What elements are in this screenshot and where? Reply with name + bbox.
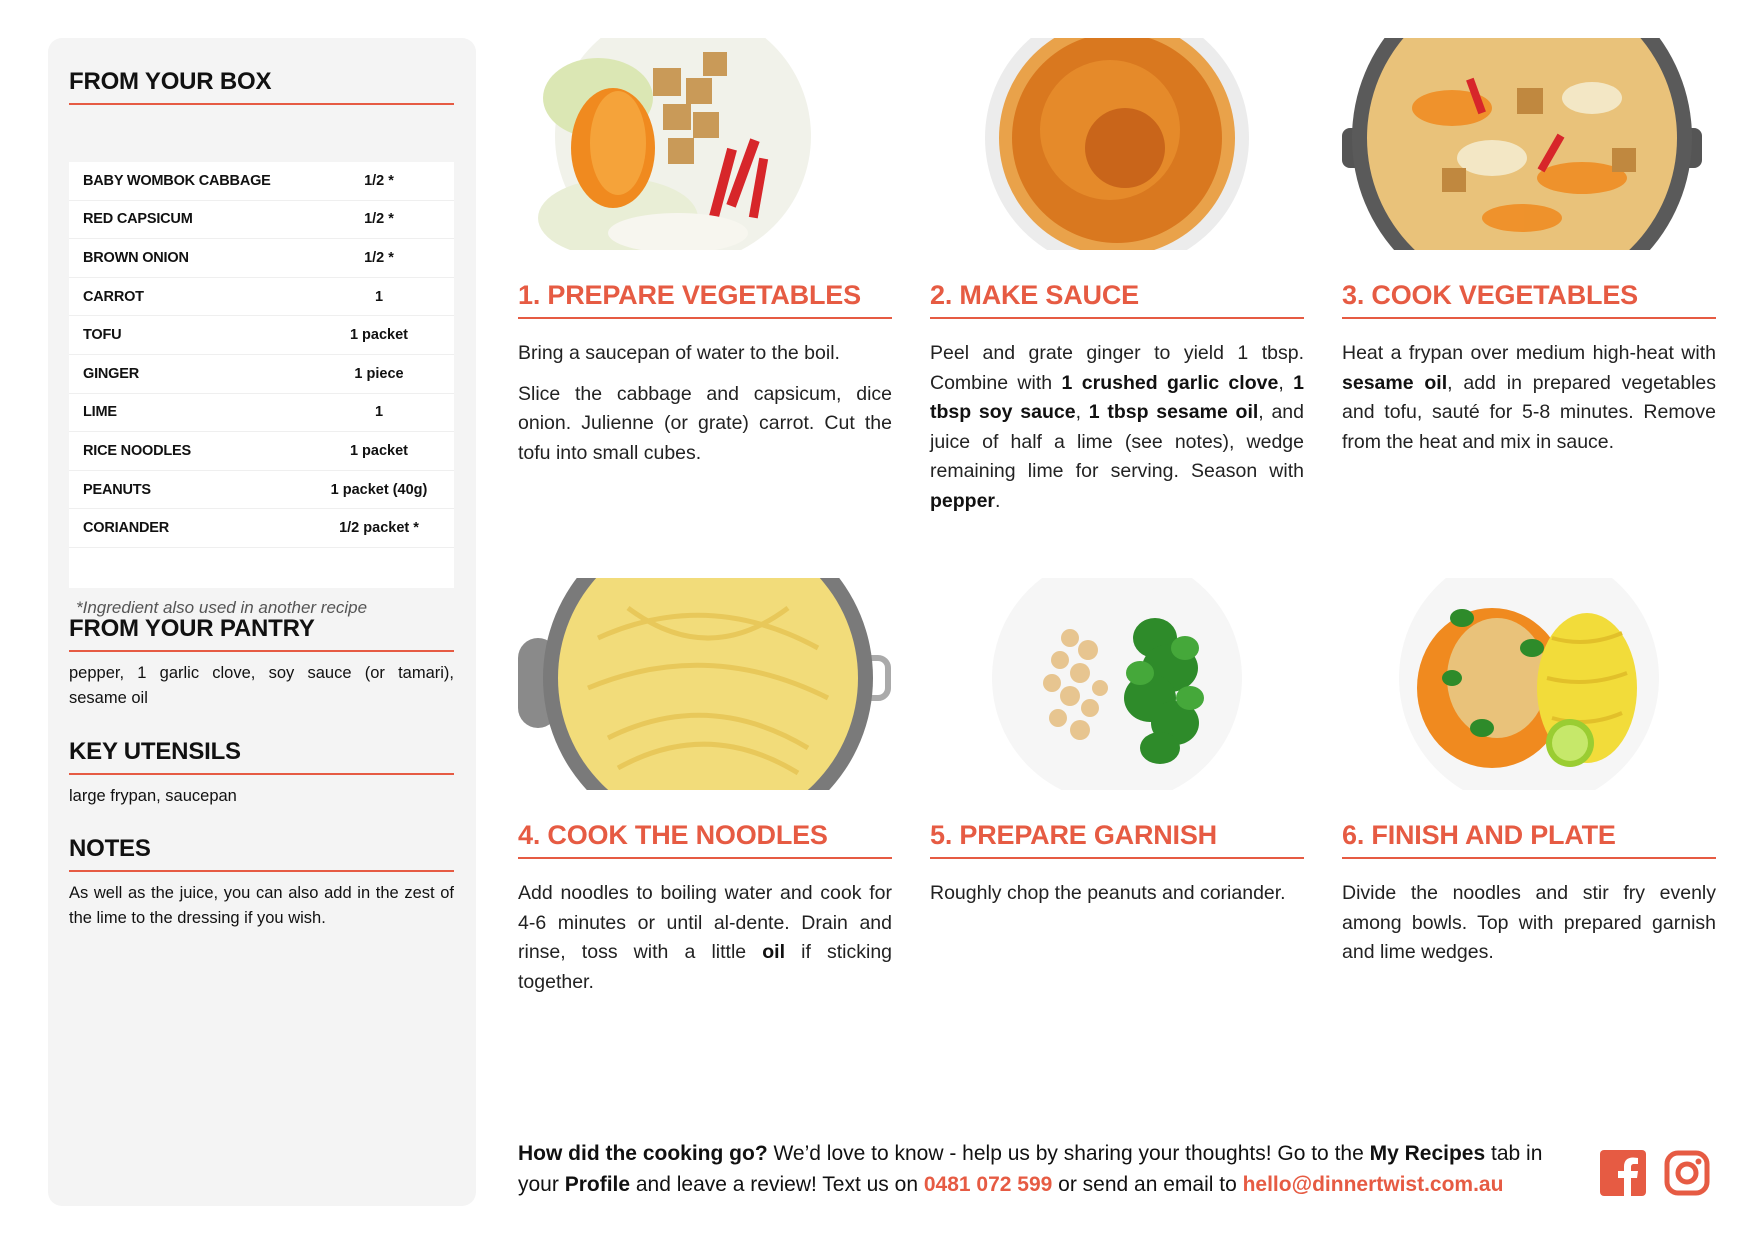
- section-rule: [69, 650, 454, 652]
- ingredient-qty: 1: [374, 404, 384, 421]
- ingredient-name: RED CAPSICUM: [83, 211, 193, 228]
- bold-ingredient: sesame oil: [1342, 371, 1448, 394]
- ingredient-row: [69, 355, 454, 394]
- ingredient-row: [69, 471, 454, 510]
- ingredient-qty: 1: [374, 288, 384, 305]
- ingredient-name: PEANUTS: [83, 481, 151, 498]
- bold-ingredient: 1 tbsp soy sauce: [930, 371, 1304, 423]
- ingredient-row: [69, 432, 454, 471]
- step-4: [518, 820, 892, 1008]
- ingredient-footnote: *Ingredient also used in another recipe: [76, 598, 368, 617]
- ingredient-name: CORIANDER: [83, 520, 170, 537]
- ingredient-qty: 1/2 *: [364, 172, 394, 189]
- footer-question: How did the cooking go?: [518, 1142, 768, 1165]
- ingredient-row: [69, 239, 454, 278]
- text-span: , and juice of half a lime (see notes), wedge remaining lime for serving. Season with: [930, 401, 1304, 482]
- step-rule: [1342, 317, 1716, 319]
- footer-text: tab in your: [518, 1142, 1543, 1196]
- ingredient-name: RICE NOODLES: [83, 442, 191, 459]
- pantry-section: [69, 615, 454, 711]
- bold-ingredient: 1 crushed garlic clove: [1061, 371, 1279, 394]
- step-1-para: Bring a saucepan of water to the boil.: [518, 342, 840, 364]
- ingredients-panel: [48, 38, 476, 1206]
- ingredient-name: BROWN ONION: [83, 249, 189, 266]
- ingredient-row: [69, 201, 454, 240]
- step-4-title: 4. COOK THE NOODLES: [518, 820, 828, 850]
- step-1: [518, 280, 892, 479]
- footer-text: We’d love to know - help us by sharing your thoughts! Go to the: [767, 1142, 1370, 1165]
- bold-ingredient: oil: [762, 941, 785, 963]
- ingredient-name: GINGER: [83, 365, 139, 382]
- ingredient-qty: 1/2 *: [364, 211, 394, 228]
- ingredient-table: [69, 162, 454, 588]
- step-1-body: [518, 339, 892, 468]
- bold-ingredient: 1 tbsp sesame oil: [1088, 401, 1259, 423]
- utensils-section: [69, 738, 454, 809]
- text-span: ,: [1075, 401, 1089, 423]
- email-link[interactable]: hello@dinnertwist.com.au: [1242, 1173, 1504, 1196]
- step-6-body: [1342, 879, 1716, 968]
- step-1-para: Slice the cabbage and capsicum, dice onion. Julienne (or grate) carrot. Cut the tofu into small cubes.: [518, 382, 892, 464]
- ingredient-name: BABY WOMBOK CABBAGE: [83, 172, 271, 189]
- from-box-section: [69, 68, 454, 105]
- phone-link[interactable]: 0481 072 599: [923, 1173, 1053, 1196]
- step-2-body: [930, 339, 1304, 516]
- step-3-title: 3. COOK VEGETABLES: [1342, 280, 1638, 310]
- ingredient-qty: 1/2 *: [364, 249, 394, 266]
- ingredient-name: LIME: [83, 404, 117, 421]
- step-2: [930, 280, 1304, 527]
- ingredient-row: [69, 278, 454, 317]
- step-3-body: [1342, 339, 1716, 457]
- text-span: Add noodles to boiling water and cook for 4-6 minutes or until al-dente. Drain and rinse, toss with a little: [518, 882, 892, 963]
- step-3-photo: [1342, 38, 1716, 250]
- step-2-para: [930, 339, 1304, 516]
- section-rule: [69, 870, 454, 872]
- step-rule: [1342, 857, 1716, 859]
- bold-ingredient: pepper: [930, 489, 996, 512]
- ingredient-row: [69, 394, 454, 433]
- step-1-photo: [518, 38, 892, 250]
- ingredient-qty: 1 piece: [354, 365, 404, 382]
- step-3-para: [1342, 339, 1716, 457]
- instagram-icon[interactable]: [1664, 1150, 1710, 1196]
- step-4-body: [518, 879, 892, 997]
- ingredient-qty: 1/2 packet *: [339, 520, 419, 537]
- ingredient-name: TOFU: [83, 327, 122, 344]
- step-5-body: [930, 879, 1304, 909]
- section-rule: [69, 773, 454, 775]
- step-5: [930, 820, 1304, 920]
- ingredient-row: [69, 316, 454, 355]
- step-6-title: 6. FINISH AND PLATE: [1342, 820, 1616, 850]
- text-span: .: [995, 489, 1001, 512]
- ingredient-row: [69, 509, 454, 548]
- utensils-text: large frypan, saucepan: [69, 787, 237, 805]
- step-3: [1342, 280, 1716, 468]
- profile-link[interactable]: Profile: [564, 1173, 631, 1196]
- notes-text: As well as the juice, you can also add in the zest of the lime to the dressing if you wish.: [69, 884, 454, 927]
- text-span: if sticking together.: [518, 941, 893, 993]
- ingredient-qty: 1 packet: [349, 327, 409, 344]
- step-2-photo: [930, 38, 1304, 250]
- text-span: ,: [1278, 371, 1294, 394]
- step-6-photo: [1342, 578, 1716, 790]
- ingredient-qty: 1 packet (40g): [330, 481, 428, 498]
- feedback-footer: [518, 1138, 1573, 1200]
- step-1-title: 1. PREPARE VEGETABLES: [518, 280, 861, 310]
- ingredient-qty: 1 packet: [349, 442, 409, 459]
- step-6: [1342, 820, 1716, 979]
- text-span: Heat a frypan over medium high-heat with: [1342, 342, 1716, 364]
- step-rule: [518, 317, 892, 319]
- step-rule: [930, 857, 1304, 859]
- footer-text: and leave a review! Text us on: [630, 1173, 924, 1196]
- notes-section: [69, 835, 454, 931]
- notes-title: NOTES: [69, 835, 151, 862]
- utensils-title: KEY UTENSILS: [69, 738, 241, 765]
- ingredient-name: CARROT: [83, 288, 144, 305]
- section-rule: [69, 103, 454, 105]
- pantry-text: pepper, 1 garlic clove, soy sauce (or tamari), sesame oil: [69, 664, 454, 707]
- step-4-photo: [518, 578, 892, 790]
- step-5-para: Roughly chop the peanuts and coriander.: [930, 882, 1286, 904]
- facebook-icon[interactable]: [1600, 1150, 1646, 1196]
- from-box-title: FROM YOUR BOX: [69, 68, 272, 95]
- ingredient-row: [69, 162, 454, 201]
- step-2-title: 2. MAKE SAUCE: [930, 280, 1139, 310]
- step-5-photo: [930, 578, 1304, 790]
- step-4-para: [518, 879, 892, 997]
- step-5-title: 5. PREPARE GARNISH: [930, 820, 1217, 850]
- my-recipes-link[interactable]: My Recipes: [1369, 1142, 1486, 1165]
- step-6-para: Divide the noodles and stir fry evenly among bowls. Top with prepared garnish and lime wedges.: [1342, 882, 1716, 963]
- text-span: , add in prepared vegetables and tofu, sauté for 5-8 minutes. Remove from the heat and mix in sauce.: [1342, 371, 1716, 453]
- step-rule: [518, 857, 892, 859]
- footer-text: or send an email to: [1052, 1173, 1243, 1196]
- text-span: Peel and grate ginger to yield 1 tbsp. Combine with: [930, 342, 1304, 394]
- pantry-title: FROM YOUR PANTRY: [69, 615, 315, 642]
- step-rule: [930, 317, 1304, 319]
